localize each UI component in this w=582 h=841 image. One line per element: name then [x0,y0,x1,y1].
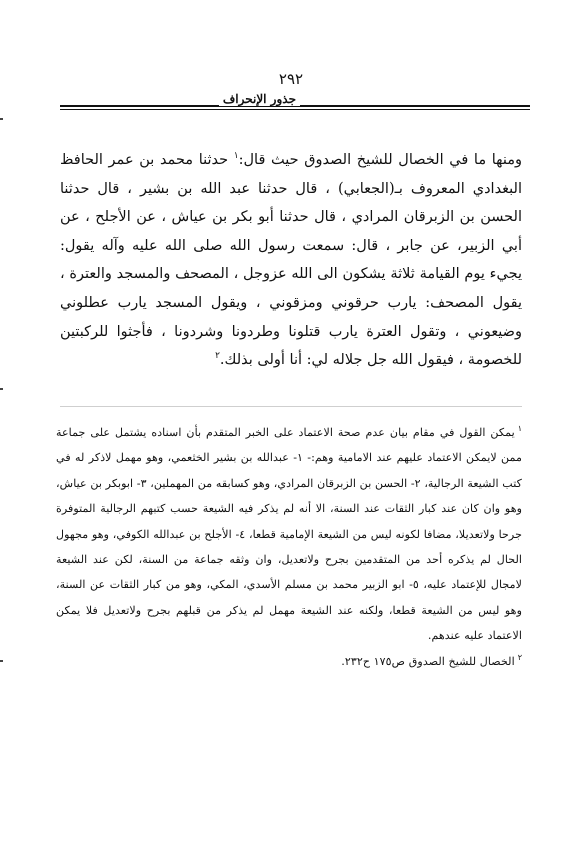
page-number: ٢٩٢ [278,70,304,88]
footnote-number-2: ٢ [517,652,522,662]
running-title: جذور الإنحراف [219,92,300,106]
footnote-ref-2: ٢ [215,351,220,362]
running-header [60,92,530,112]
footnote-ref-1: ١ [233,151,239,162]
footnote-separator [60,406,522,407]
footnotes [56,420,522,674]
margin-mark [0,660,3,662]
margin-mark [0,388,3,390]
footnote-1 [56,420,522,649]
footnote-text-2: الخصال للشيخ الصدوق ص١٧٥ ح٢٣٢. [341,654,515,668]
header-rule-thin [60,109,530,110]
main-paragraph [60,146,522,375]
footnote-text-1: يمكن القول في مقام بيان عدم صحة الاعتماد على الخبر المتقدم بأن اسناده يشتمل على جماعة ممن لايمكن الاعتماد عليهم عند الامامية وهم:- ١- عبدالله بن بشير الخثعمي، وهو مهمل لاذكر له في كتب الشيعة الرجالية، ٢- الحسن بن الزبرقان المرادي، وهو كسابقه من المهملين، ٣- ابوبكر بن عياش، وهو وان كان عند كبار الثقات عند السنة، الا أنه لم يذكر فيه الشيعة حسب كتبهم الرجالية المتوفرة جرحا ولاتعديلا، مضافا لكونه ليس من الشيعة الإمامية قطعا، ٤- الأجلح بن عبدالله الكوفي، وهو مجهول الحال لم يذكره أحد من المتقدمين بجرح ولاتعديل، وان وثقه جماعة من السنة، لكن عند الشيعة لامجال للإعتماد عليه، ٥- ابو الزبير محمد بن مسلم الأسدي، المكي، وهو من كبار الثقات عن السنة، وهو ليس من الشيعة قطعا، ولكنه عند الشيعة مهمل لم يذكر من قبلهم بجرح ولاتعديل فلا يمكن الاعتماد عليه عندهم. [56,426,522,643]
paragraph-start: ومنها ما في الخصال للشيخ الصدوق حيث قال: [238,152,522,168]
paragraph-body: حدثنا محمد بن عمر الحافظ البغدادي المعروف بـ(الجعابي) ، قال حدثنا عبد الله بن بشير ، قال حدثنا الحسن بن الزبرقان المرادي ، قال حدثنا أبو بكر بن عياش ، عن الأجلح ، عن أبي الزبير، عن جابر ، قال: سمعت رسول الله صلى الله عليه وآله يقول: يجيء يوم القيامة ثلاثة يشكون الى الله عزوجل ، المصحف والمسجد والعترة ، يقول المصحف: يارب حرقوني ومزقوني ، ويقول المسجد يارب عطلوني وضيعوني ، وتقول العترة يارب قتلونا وطردونا وشردونا ، فأجثوا للركبتين للخصومة ، فيقول الله جل جلاله لي: أنا أولى بذلك. [60,152,522,369]
margin-mark [0,118,3,120]
footnote-2 [56,649,522,674]
main-text [60,146,522,375]
footnote-number-1: ١ [517,424,522,434]
